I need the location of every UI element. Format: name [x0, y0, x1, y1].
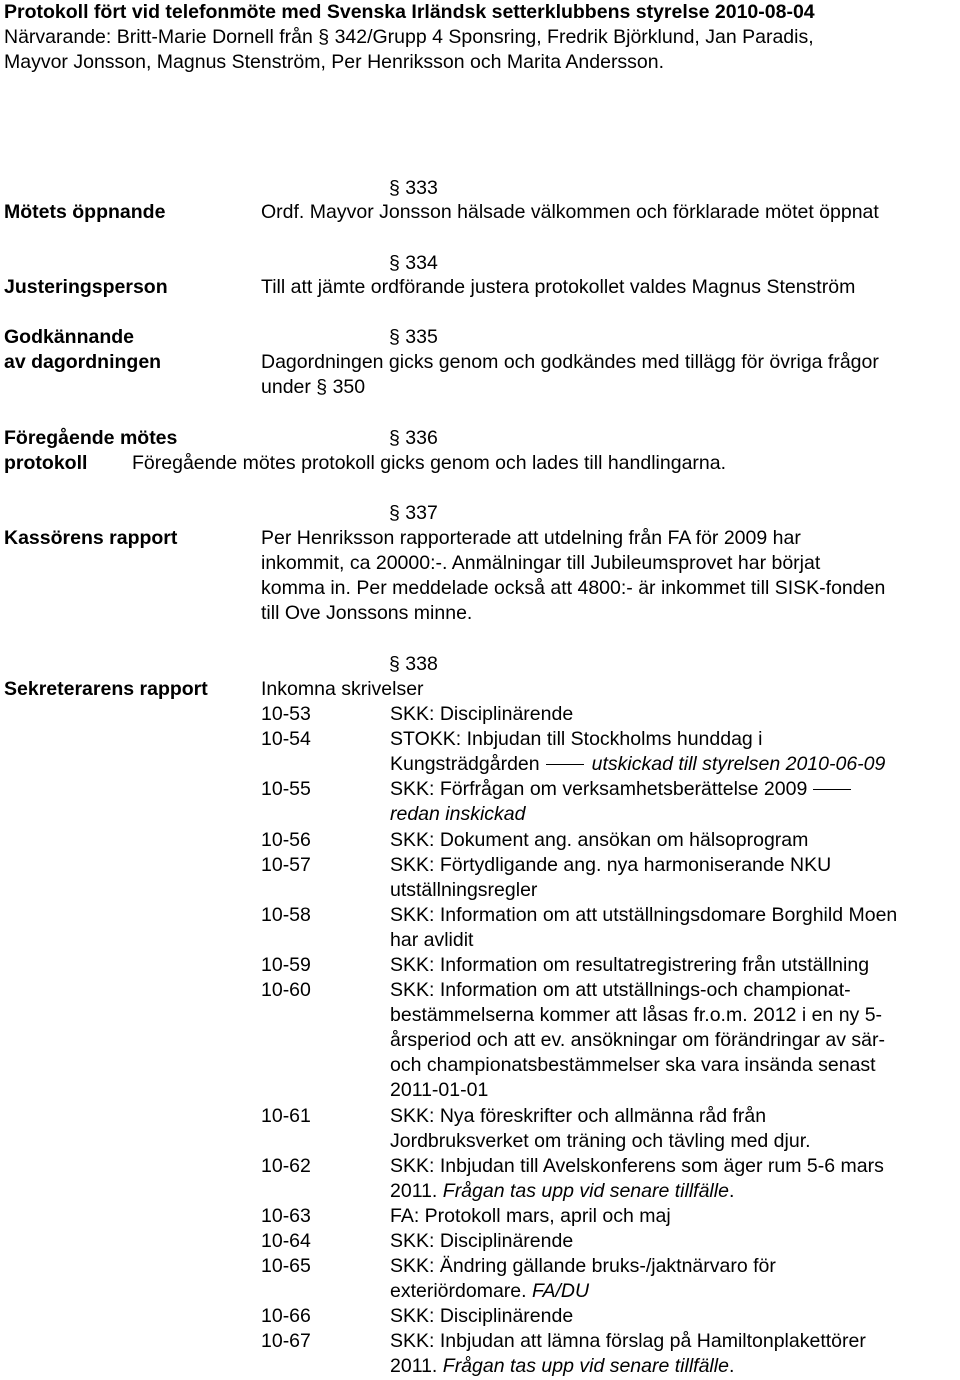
- attendees-line-2: Mayvor Jonsson, Magnus Stenström, Per Henriksson och Marita Andersson.: [4, 51, 665, 73]
- section-symbol: §: [316, 376, 328, 398]
- paragraph-number-334: [389, 251, 438, 276]
- entry-text: SKK: Information om att utställningsdomare Borghild Moen: [390, 904, 898, 926]
- entry-text-part: Kungsträdgården: [390, 753, 540, 775]
- paragraph-number: 338: [405, 653, 438, 675]
- entry-text: SKK: Förtydligande ang. nya harmoniserande NKU: [390, 854, 832, 876]
- entry-code: 10-54: [261, 728, 311, 750]
- entry-text-part: 2011.: [390, 1180, 443, 1202]
- paragraph-ref: 350: [332, 376, 366, 398]
- entry-text-end: .: [728, 1180, 735, 1202]
- heading-sekreterarens-rapport: Sekreterarens rapport: [4, 678, 208, 700]
- paragraph-text-337: till Ove Jonssons minne.: [261, 602, 473, 624]
- entry-code: 10-65: [261, 1255, 311, 1277]
- entry-text: SKK: Information om att utställnings-och championat-: [390, 979, 851, 1001]
- paragraph-number-338: [389, 652, 438, 677]
- entry-code: 10-61: [261, 1105, 311, 1127]
- paragraph-text-337: inkommit, ca 20000:-. Anmälningar till Jubileumsprovet har börjat: [261, 552, 821, 574]
- entry-text-part: exteriördomare.: [390, 1280, 532, 1302]
- entry-text: SKK: Dokument ang. ansökan om hälsoprogram: [390, 829, 809, 851]
- paragraph-number: 336: [405, 427, 438, 449]
- entry-text: Jordbruksverket om träning och tävling med djur.: [390, 1130, 811, 1152]
- paragraph-text: under: [261, 376, 317, 398]
- entry-text: SKK: Information om resultatregistrering från utställning: [390, 954, 870, 976]
- paragraph-text-337: komma in. Per meddelade också att 4800:- är inkommet till SISK-fonden: [261, 577, 886, 599]
- entry-text: har avlidit: [390, 929, 474, 951]
- heading-motets-oppnande: Mötets öppnande: [4, 201, 166, 223]
- entry-code: 10-66: [261, 1305, 311, 1327]
- entry-text-part: SKK: Förfrågan om verksamhetsberättelse 2009: [390, 778, 808, 800]
- paragraph-text-336: Föregående mötes protokoll gicks genom och lades till handlingarna.: [132, 452, 727, 474]
- entry-note: redan inskickad: [390, 803, 526, 825]
- entry-text: SKK: Disciplinärende: [390, 1230, 574, 1252]
- entry-text: SKK: Inbjudan till Avelskonferens som äger rum 5-6 mars: [390, 1155, 884, 1177]
- entry-code: 10-56: [261, 829, 311, 851]
- section-symbol: §: [389, 653, 400, 675]
- section-symbol: §: [389, 177, 400, 199]
- paragraph-number: 334: [405, 252, 438, 274]
- paragraph-text-337: Per Henriksson rapporterade att utdelning från FA för 2009 har: [261, 527, 801, 549]
- heading-protokoll: protokoll: [4, 452, 88, 474]
- paragraph-text-335-cont: [261, 375, 365, 400]
- paragraph-number-333: [389, 176, 438, 201]
- paragraph-number: 337: [405, 502, 438, 524]
- entry-code: 10-63: [261, 1205, 311, 1227]
- heading-av-dagordningen: av dagordningen: [4, 351, 162, 373]
- paragraph-number-336: [389, 426, 438, 451]
- document-title: Protokoll fört vid telefonmöte med Svenska Irländsk setterklubbens styrelse 2010-08-04: [4, 1, 815, 23]
- entry-text-end: .: [728, 1355, 735, 1377]
- subheading-inkomna-skrivelser: Inkomna skrivelser: [261, 678, 424, 700]
- entry-text: och championatsbestämmelser ska vara insända senast: [390, 1054, 876, 1076]
- entry-code: 10-58: [261, 904, 311, 926]
- entry-text-part: 2011.: [390, 1355, 443, 1377]
- entry-note: Frågan tas upp vid senare tillfälle: [442, 1355, 729, 1377]
- dash-rule: [813, 789, 851, 790]
- paragraph-text-334: Till att jämte ordförande justera protokollet valdes Magnus Stenström: [261, 276, 856, 298]
- heading-godkannande: Godkännande: [4, 326, 135, 348]
- entry-text: SKK: Disciplinärende: [390, 1305, 574, 1327]
- paragraph-number: 335: [405, 326, 438, 348]
- entry-code: 10-57: [261, 854, 311, 876]
- entry-text: SKK: Inbjudan att lämna förslag på Hamiltonplakettörer: [390, 1330, 866, 1352]
- entry-note: FA/DU: [531, 1280, 590, 1302]
- attendees-text: Närvarande: Britt-Marie Dornell från: [4, 26, 319, 48]
- entry-text: [390, 1279, 589, 1304]
- entry-text: SKK: Ändring gällande bruks-/jaktnärvaro för: [390, 1255, 776, 1277]
- attendees-line-1: [4, 25, 814, 50]
- entry-text: årsperiod och att ev. ansökningar om förändringar av sär-: [390, 1029, 885, 1051]
- entry-text: STOKK: Inbjudan till Stockholms hunddag i: [390, 728, 763, 750]
- entry-text: [390, 1354, 734, 1379]
- paragraph-text-333: Ordf. Mayvor Jonsson hälsade välkommen och förklarade mötet öppnat: [261, 201, 879, 223]
- entry-code: 10-67: [261, 1330, 311, 1352]
- entry-note: Frågan tas upp vid senare tillfälle: [442, 1180, 729, 1202]
- paragraph-text-335: Dagordningen gicks genom och godkändes med tillägg för övriga frågor: [261, 351, 879, 373]
- heading-justeringsperson: Justeringsperson: [4, 276, 168, 298]
- paragraph-number-337: [389, 501, 438, 526]
- paragraph-number-335: [389, 325, 438, 350]
- entry-code: 10-59: [261, 954, 311, 976]
- entry-text: SKK: Disciplinärende: [390, 703, 574, 725]
- heading-kassorens-rapport: Kassörens rapport: [4, 527, 178, 549]
- entry-text: [390, 752, 885, 777]
- entry-text: [390, 777, 859, 802]
- entry-code: 10-53: [261, 703, 311, 725]
- heading-foregaende-motes: Föregående mötes: [4, 427, 178, 449]
- entry-text: bestämmelserna kommer att låsas fr.o.m. 2012 i en ny 5-: [390, 1004, 883, 1026]
- section-symbol: §: [389, 502, 400, 524]
- section-symbol: §: [389, 427, 400, 449]
- paragraph-number: 333: [405, 177, 438, 199]
- section-symbol: §: [318, 26, 330, 48]
- entry-code: 10-60: [261, 979, 311, 1001]
- entry-code: 10-55: [261, 778, 311, 800]
- entry-text: SKK: Nya föreskrifter och allmänna råd från: [390, 1105, 767, 1127]
- dash-rule: [546, 764, 584, 765]
- entry-text: FA: Protokoll mars, april och maj: [390, 1205, 671, 1227]
- section-symbol: §: [389, 252, 400, 274]
- entry-code: 10-62: [261, 1155, 311, 1177]
- entry-text: 2011-01-01: [390, 1079, 489, 1101]
- section-symbol: §: [389, 326, 400, 348]
- entry-note: utskickad till styrelsen 2010-06-09: [591, 753, 886, 775]
- entry-text: utställningsregler: [390, 879, 538, 901]
- attendees-text-cont: 342/Grupp 4 Sponsring, Fredrik Björklund, Jan Paradis,: [334, 26, 814, 48]
- entry-code: 10-64: [261, 1230, 311, 1252]
- entry-text: [390, 1179, 734, 1204]
